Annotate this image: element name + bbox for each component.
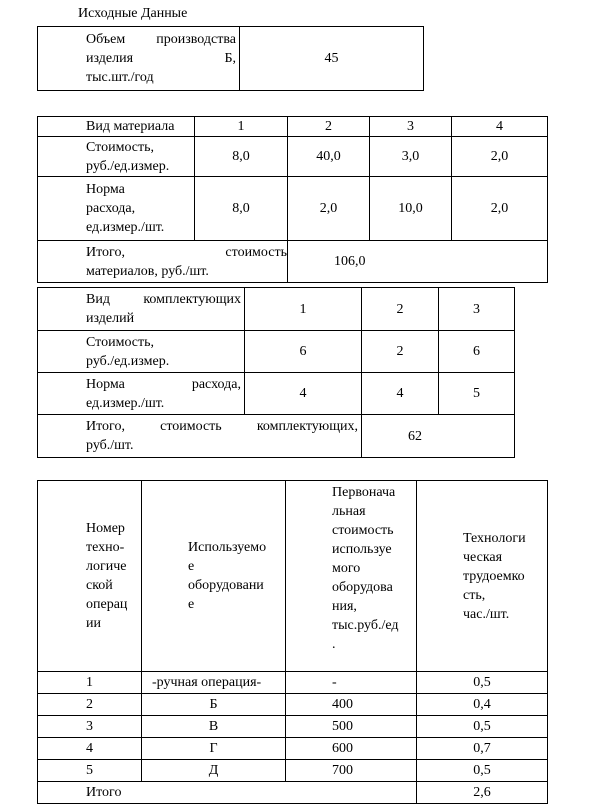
operations-total-label: Итого [38, 782, 417, 804]
row-num: 3 [38, 716, 142, 738]
operations-table [37, 480, 548, 804]
production-value: 45 [240, 27, 424, 91]
components-col-1: 1 [245, 288, 362, 331]
materials-norm-4: 2,0 [452, 177, 548, 241]
materials-cost-2: 40,0 [288, 137, 370, 177]
row-labor: 0,4 [417, 694, 548, 716]
materials-norm-3: 10,0 [370, 177, 452, 241]
components-col-2: 2 [362, 288, 439, 331]
materials-total-value: 106,0 [288, 241, 548, 283]
materials-col-1: 1 [195, 117, 288, 137]
components-norm-label: Норма расхода, ед.измер./шт. [38, 373, 245, 415]
materials-cost-3: 3,0 [370, 137, 452, 177]
table-row [38, 716, 548, 738]
materials-norm-2: 2,0 [288, 177, 370, 241]
components-total-value: 62 [362, 415, 515, 458]
header-labor: Технологи ческая трудоемко сть, час./шт. [417, 481, 548, 672]
row-labor: 0,5 [417, 716, 548, 738]
table-row [38, 738, 548, 760]
components-cost-label: Стоимость, руб./ед.измер. [38, 331, 245, 373]
row-equipment: В [142, 716, 286, 738]
table-row [38, 760, 548, 782]
row-labor: 0,5 [417, 672, 548, 694]
row-num: 4 [38, 738, 142, 760]
row-equipment: Д [142, 760, 286, 782]
row-num: 2 [38, 694, 142, 716]
components-cost-2: 2 [362, 331, 439, 373]
components-cost-3: 6 [439, 331, 515, 373]
row-cost: 500 [286, 716, 417, 738]
header-initial-cost: Первонача льная стоимость используе мого оборудова ния, тыс.руб./ед . [286, 481, 417, 672]
materials-cost-1: 8,0 [195, 137, 288, 177]
row-cost: 600 [286, 738, 417, 760]
components-table [37, 287, 515, 458]
components-cost-1: 6 [245, 331, 362, 373]
materials-total-label: Итого, стоимость материалов, руб./шт. [38, 241, 288, 283]
total-row [38, 782, 548, 804]
materials-col-3: 3 [370, 117, 452, 137]
materials-col-4: 4 [452, 117, 548, 137]
row-num: 1 [38, 672, 142, 694]
row-equipment: -ручная операция- [142, 672, 286, 694]
row-equipment: Г [142, 738, 286, 760]
header-operation-number: Номер техно- логиче ской операц ии [38, 481, 142, 672]
row-equipment: Б [142, 694, 286, 716]
row-num: 5 [38, 760, 142, 782]
components-col-3: 3 [439, 288, 515, 331]
row-labor: 0,5 [417, 760, 548, 782]
materials-header-label: Вид материала [38, 117, 195, 137]
row-labor: 0,7 [417, 738, 548, 760]
materials-cost-label: Стоимость, руб./ед.измер. [38, 137, 195, 177]
page-title: Исходные Данные [78, 6, 188, 21]
production-label: Объем производства изделия Б, тыс.шт./год [38, 27, 240, 91]
materials-col-2: 2 [288, 117, 370, 137]
operations-total-value: 2,6 [417, 782, 548, 804]
table-row [38, 694, 548, 716]
row-cost: - [286, 672, 417, 694]
table-row [38, 672, 548, 694]
production-table [37, 26, 424, 91]
materials-norm-label: Норма расхода, ед.измер./шт. [38, 177, 195, 241]
row-cost: 700 [286, 760, 417, 782]
row-cost: 400 [286, 694, 417, 716]
header-equipment: Используемо е оборудовани е [142, 481, 286, 672]
materials-cost-4: 2,0 [452, 137, 548, 177]
materials-table [37, 116, 548, 283]
components-norm-1: 4 [245, 373, 362, 415]
components-total-label: Итого, стоимость комплектующих, руб./шт. [38, 415, 362, 458]
components-header-label: Вид комплектующих изделий [38, 288, 245, 331]
components-norm-2: 4 [362, 373, 439, 415]
materials-norm-1: 8,0 [195, 177, 288, 241]
components-norm-3: 5 [439, 373, 515, 415]
